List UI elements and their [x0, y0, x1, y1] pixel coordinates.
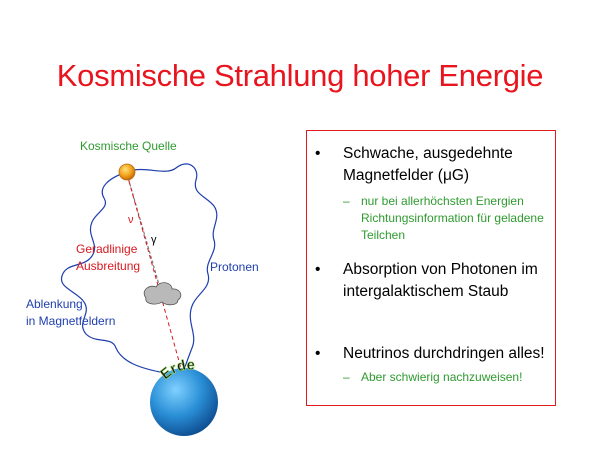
bullet-2-text: Absorption von Photonen im intergalaktischem Staub [343, 261, 538, 300]
deflection-label: Ablenkung in Magnetfeldern [26, 297, 116, 328]
bullet-1-sub-text: nur bei allerhöchsten Energien Richtungsinformation für geladene Teilchen [361, 194, 544, 242]
protons-label: Protonen [210, 260, 259, 274]
slide-title: Kosmische Strahlung hoher Energie [56, 58, 544, 93]
bullet-1-text: Schwache, ausgedehnte Magnetfelder (μG) [343, 145, 513, 184]
explanation-box [306, 130, 556, 406]
source-label: Kosmische Quelle [80, 139, 177, 153]
earth-icon [150, 368, 218, 436]
bullet-1-sub-marker: – [343, 194, 350, 208]
bullet-3-text: Neutrinos durchdringen alles! [343, 345, 545, 362]
bullet-3-marker: • [315, 345, 321, 362]
earth-label: Erde [157, 357, 195, 383]
bullet-2-marker: • [315, 261, 321, 278]
bullet-3-sub-text: Aber schwierig nachzuweisen! [361, 370, 523, 384]
straight-propagation-label: Geradlinige Ausbreitung [76, 242, 141, 273]
gamma-symbol: γ [151, 234, 157, 246]
bullet-3-sub-marker: – [343, 370, 350, 384]
neutrino-symbol: ν [128, 214, 134, 226]
dust-cloud-icon [144, 283, 181, 305]
cosmic-source-icon [119, 164, 135, 180]
bullet-1-marker: • [315, 145, 321, 162]
